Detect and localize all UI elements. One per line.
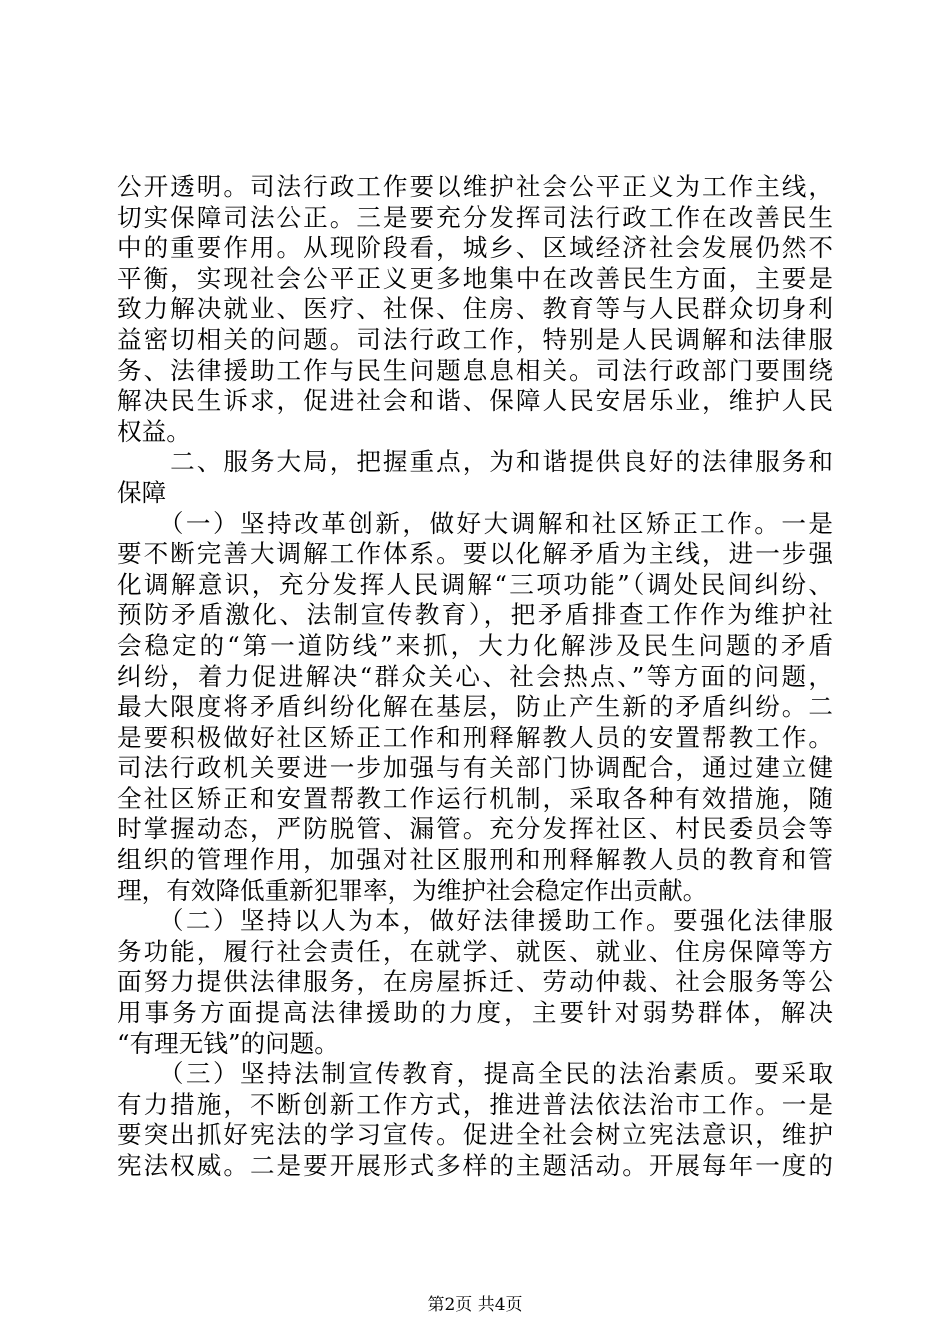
text-line: 预防矛盾激化、法制宣传教育），把矛盾排查工作作为维护社 bbox=[117, 600, 833, 630]
text-line: 是要积极做好社区矫正工作和刑释解教人员的安置帮教工作。 bbox=[117, 722, 833, 752]
text-line: 时掌握动态，严防脱管、漏管。充分发挥社区、村民委员会等 bbox=[117, 814, 833, 844]
text-line: 组织的管理作用，加强对社区服刑和刑释解教人员的教育和管 bbox=[117, 845, 833, 875]
text-line: 平衡，实现社会公平正义更多地集中在改善民生方面，主要是 bbox=[117, 263, 833, 293]
text-line: 会稳定的“第一道防线”来抓，大力化解涉及民生问题的矛盾 bbox=[117, 630, 833, 660]
text-line: （一）坚持改革创新，做好大调解和社区矫正工作。一是 bbox=[117, 508, 833, 538]
text-line: 益密切相关的问题。司法行政工作，特别是人民调解和法律服 bbox=[117, 324, 833, 354]
text-line: 全社区矫正和安置帮教工作运行机制，采取各种有效措施，随 bbox=[117, 783, 833, 813]
text-line: 公开透明。司法行政工作要以维护社会公平正义为工作主线， bbox=[117, 172, 833, 201]
text-line: 切实保障司法公正。三是要充分发挥司法行政工作在改善民生 bbox=[117, 202, 833, 232]
text-line: 纠纷，着力促进解决“群众关心、社会热点、”等方面的问题， bbox=[117, 661, 833, 691]
text-line: 最大限度将矛盾纠纷化解在基层，防止产生新的矛盾纠纷。二 bbox=[117, 692, 833, 722]
text-line: 务、法律援助工作与民生问题息息相关。司法行政部门要围绕 bbox=[117, 355, 833, 385]
text-line: 有力措施，不断创新工作方式，推进普法依法治市工作。一是 bbox=[117, 1089, 833, 1119]
text-line: 化调解意识，充分发挥人民调解“三项功能”（调处民间纠纷、 bbox=[117, 569, 833, 599]
text-line: 解决民生诉求，促进社会和谐、保障人民安居乐业，维护人民 bbox=[117, 386, 833, 416]
text-line: 中的重要作用。从现阶段看，城乡、区域经济社会发展仍然不 bbox=[117, 233, 833, 263]
document-body bbox=[117, 172, 833, 1182]
page-footer bbox=[0, 1290, 950, 1315]
text-line: （二）坚持以人为本，做好法律援助工作。要强化法律服 bbox=[117, 906, 833, 936]
text-line: 宪法权威。二是要开展形式多样的主题活动。开展每年一度的 bbox=[117, 1151, 833, 1180]
text-line: 致力解决就业、医疗、社保、住房、教育等与人民群众切身利 bbox=[117, 294, 833, 324]
text-line: 权益。 bbox=[117, 416, 191, 446]
text-line: （三）坚持法制宣传教育，提高全民的法治素质。要采取 bbox=[117, 1059, 833, 1089]
text-line: 司法行政机关要进一步加强与有关部门协调配合，通过建立健 bbox=[117, 753, 833, 783]
text-line: “有理无钱”的问题。 bbox=[117, 1028, 339, 1058]
page-number-label: 第2页 共4页 bbox=[427, 1295, 523, 1315]
text-line: 二、服务大局，把握重点，为和谐提供良好的法律服务和 bbox=[117, 447, 833, 477]
text-line: 面努力提供法律服务，在房屋拆迁、劳动仲裁、社会服务等公 bbox=[117, 967, 833, 997]
text-line: 要突出抓好宪法的学习宣传。促进全社会树立宪法意识，维护 bbox=[117, 1120, 833, 1150]
text-line: 用事务方面提高法律援助的力度，主要针对弱势群体，解决 bbox=[117, 998, 833, 1028]
text-line: 务功能，履行社会责任，在就学、就医、就业、住房保障等方 bbox=[117, 936, 833, 966]
text-line: 保障 bbox=[117, 477, 167, 507]
text-line: 要不断完善大调解工作体系。要以化解矛盾为主线，进一步强 bbox=[117, 539, 833, 569]
text-line: 理，有效降低重新犯罪率，为维护社会稳定作出贡献。 bbox=[117, 875, 708, 905]
